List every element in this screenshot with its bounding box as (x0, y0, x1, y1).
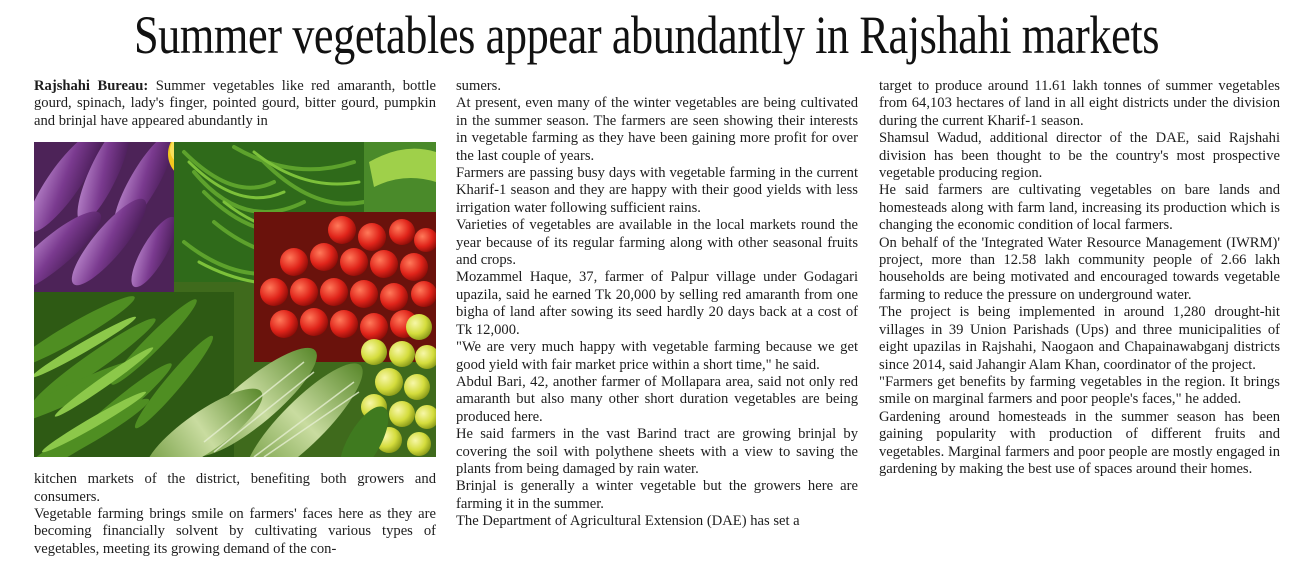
paragraph: He said farmers are cultivating vegetables on bare lands and homesteads along with farm land, increasing its production which is changing the economic condition of local farmers. (879, 182, 1280, 234)
vegetables-photo (34, 142, 436, 457)
byline: Rajshahi Bureau: (34, 78, 149, 94)
headline: Summer vegetables appear abundantly in Rajshahi markets (133, 5, 1160, 65)
paragraph: Mozammel Haque, 37, farmer of Palpur village under Godagari upazila, said he earned Tk 20,000 by selling red amaranth from one bigha of land after sowing its seed hardly 20 days back at a cost of Tk 12,000. (456, 269, 858, 338)
paragraph: sumers. (456, 78, 501, 94)
paragraph: Vegetable farming brings smile on farmers' faces here as they are becoming financially solvent by cultivating various types of vegetables, meeting its growing demand of the con- (34, 506, 436, 557)
paragraph: kitchen markets of the district, benefiting both growers and consumers. (34, 471, 436, 505)
paragraph: "Farmers get benefits by farming vegetables in the region. It brings smile on marginal farmers and poor people's faces," he added. (879, 373, 1280, 408)
article-column-2 (456, 78, 858, 531)
paragraph: Shamsul Wadud, additional director of the DAE, said Rajshahi division has been thought to be the country's most prospective vegetable producing region. (879, 130, 1280, 182)
paragraph: He said farmers in the vast Barind tract are growing brinjal by covering the soil with polythene sheets with a view to saving the plants from being damaged by rain water. (456, 426, 858, 477)
article-column-3 (879, 78, 1280, 478)
paragraph: "We are very much happy with vegetable farming because we get good yield with fair market price within a short time," he said. (456, 339, 858, 373)
paragraph: On behalf of the 'Integrated Water Resource Management (IWRM)' project, more than 12.58 lakh community people of 2.66 lakh households are being motivated and encouraged towards vegetable farming to reduce the pressure on underground water. (879, 234, 1280, 303)
paragraph: At present, even many of the winter vegetables are being cultivated in the summer season. The farmers are seen showing their interests in vegetable farming as they have been gaining more profit for over the last couple of years. (456, 95, 858, 164)
paragraph: The project is being implemented in around 1,280 drought-hit villages in 39 Union Parishads (Ups) and three municipalities of eight upazilas in Rajshahi, Naogaon and Chapainawabganj districts since 2014, said Jahangir Alam Khan, coordinator of the project. (879, 304, 1280, 373)
lead-paragraph (34, 78, 436, 130)
lead-text: Summer vegetables like red amaranth, bottle gourd, spinach, lady's finger, pointed gourd, bitter gourd, pumpkin and brinjal have appeared abundantly in (34, 78, 436, 129)
paragraph: Farmers are passing busy days with vegetable farming in the current Kharif-1 season and they are happy with their good yields with less irrigation water following sufficient rains. (456, 165, 858, 216)
paragraph: Varieties of vegetables are available in the local markets round the year because of its regular farming along with other seasonal fruits and crops. (456, 217, 858, 269)
paragraph: The Department of Agricultural Extension (DAE) has set a (456, 513, 800, 530)
article-column-1 (34, 78, 436, 558)
paragraph: Abdul Bari, 42, another farmer of Mollapara area, said not only red amaranth but also many other short duration vegetables are being produced here. (456, 373, 858, 425)
paragraph: target to produce around 11.61 lakh tonnes of summer vegetables from 64,103 hectares of land in all eight districts under the division during the current Kharif-1 season. (879, 78, 1280, 129)
paragraph: Gardening around homesteads in the summer season has been gaining popularity with production of different fruits and vegetables. Marginal farmers and poor people are mostly engaged in gardening by making the best use of spaces around their homes. (879, 408, 1280, 477)
paragraph: Brinjal is generally a winter vegetable but the growers here are farming it in the summer. (456, 478, 858, 512)
